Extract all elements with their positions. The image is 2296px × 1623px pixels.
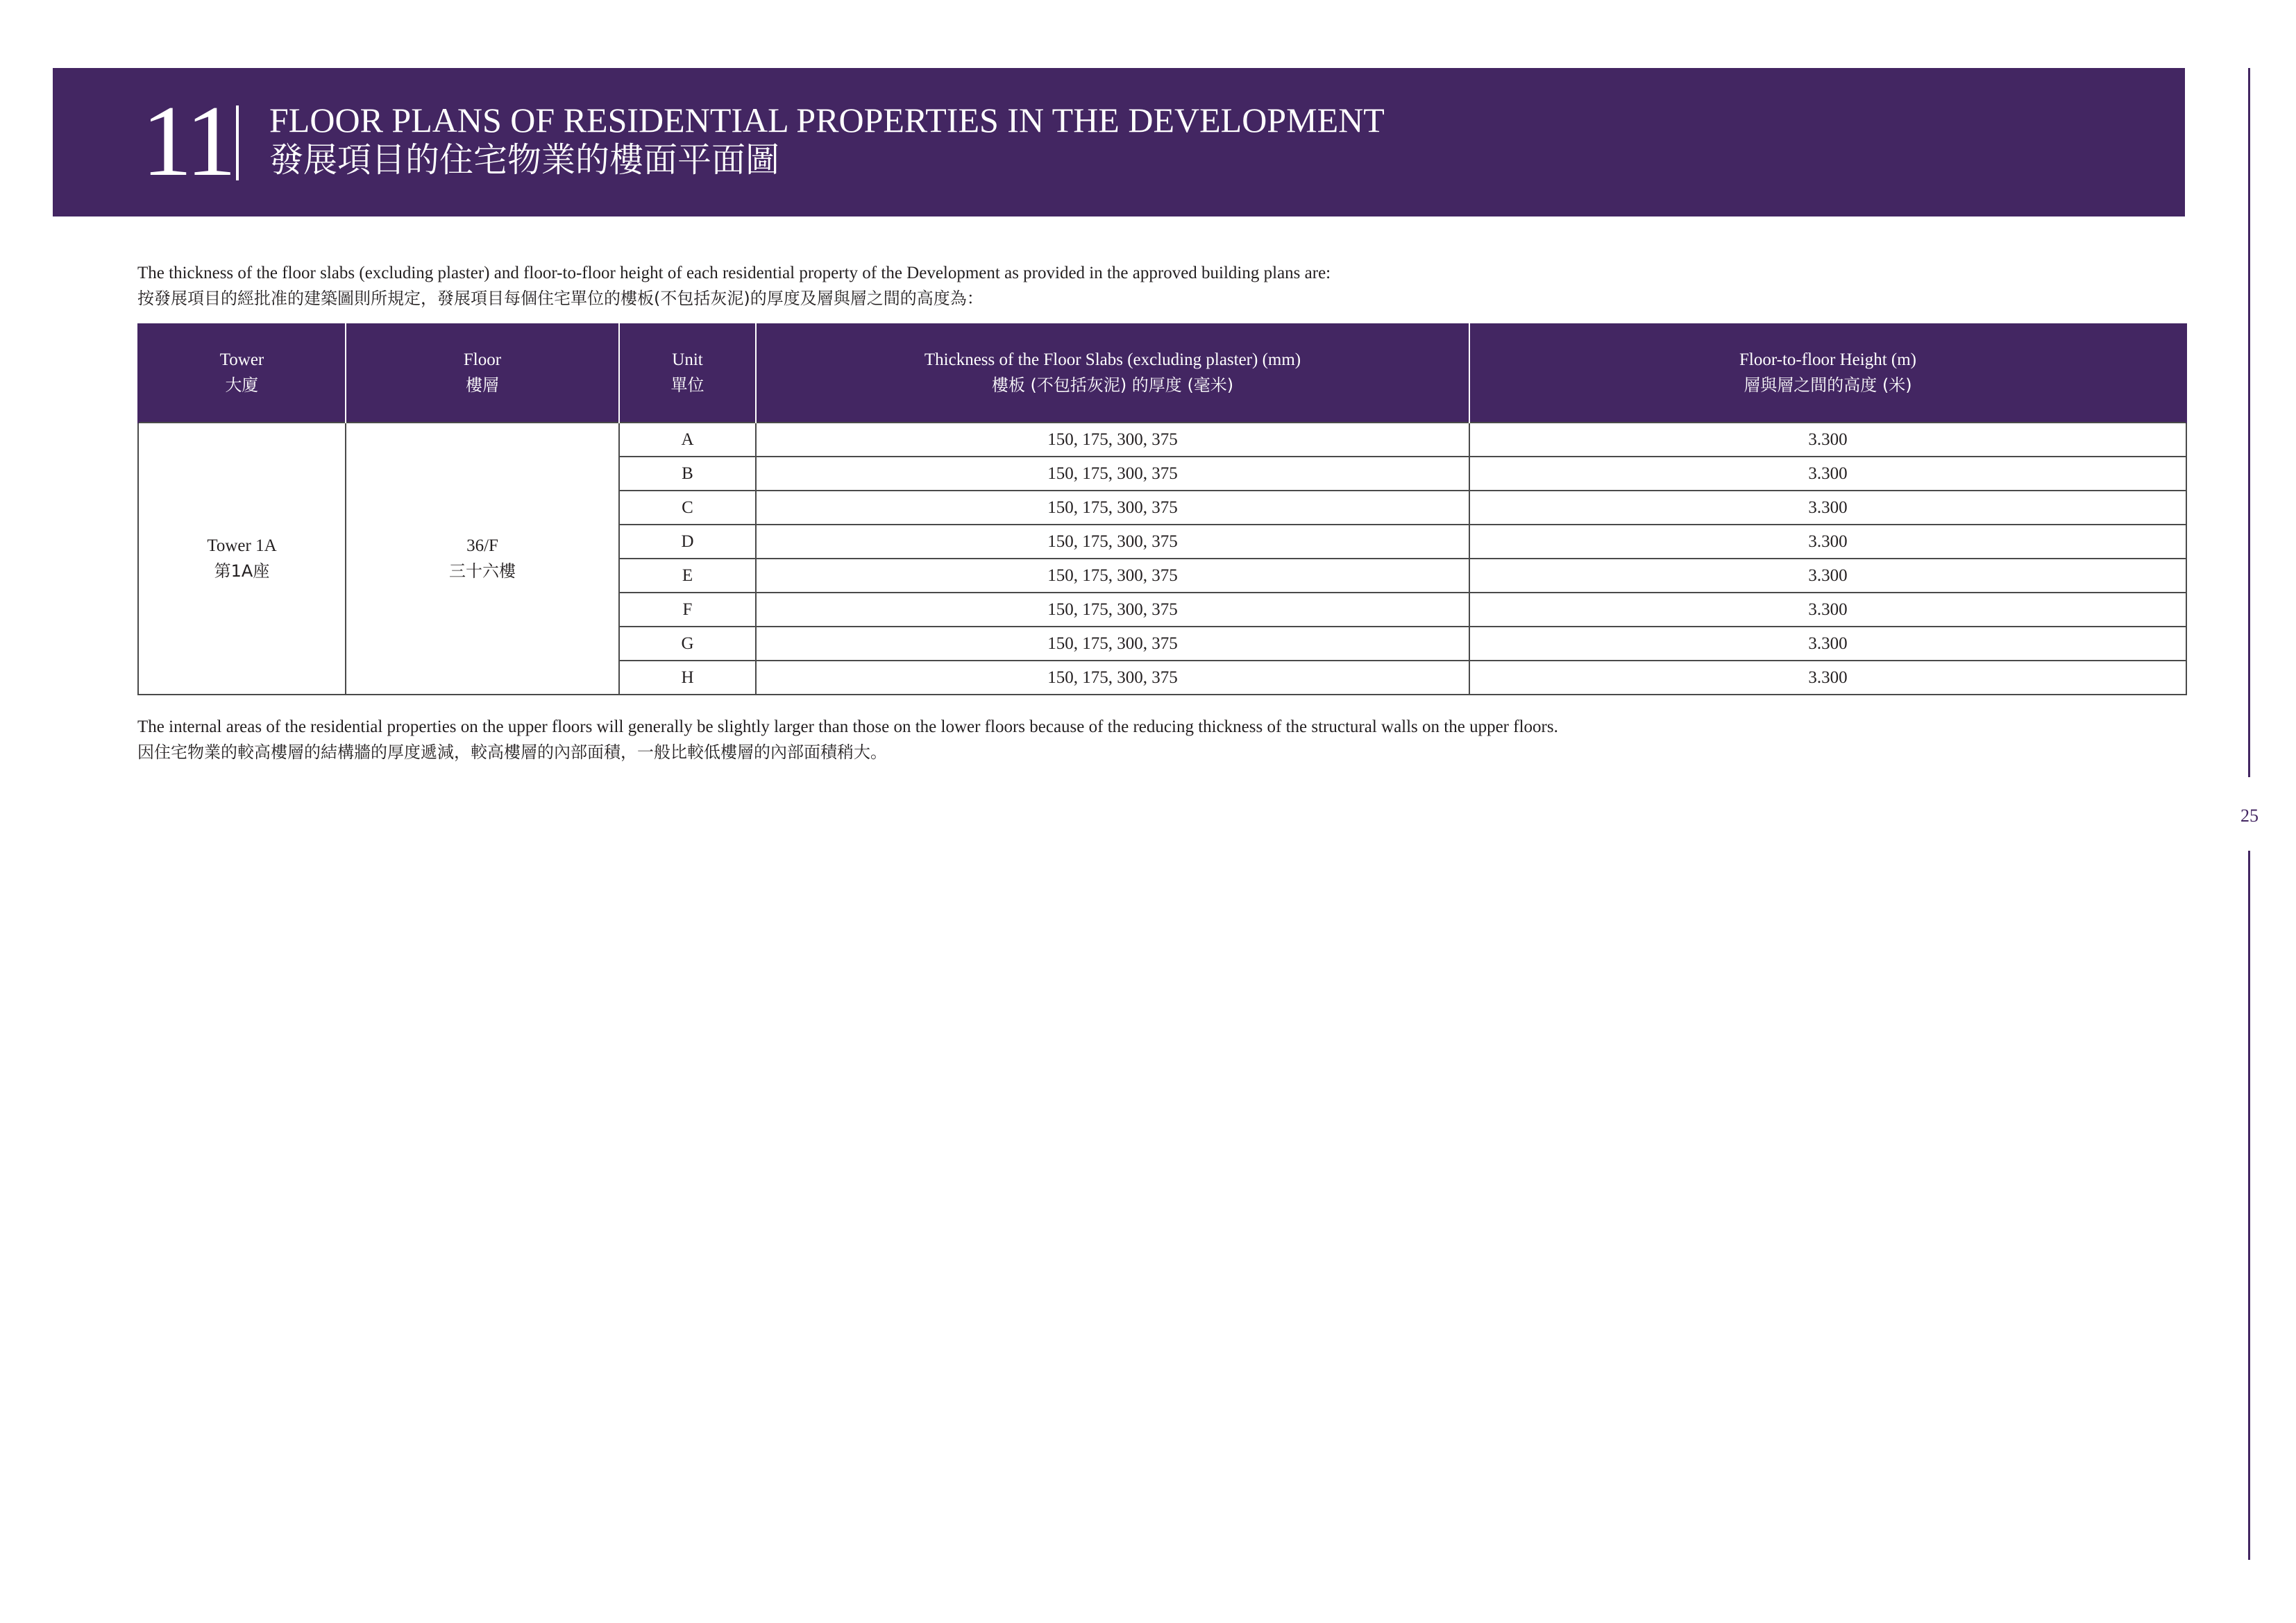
thickness-cell: 150, 175, 300, 375: [756, 423, 1469, 457]
thickness-cell: 150, 175, 300, 375: [756, 627, 1469, 661]
header-unit: [619, 323, 756, 423]
intro-text-zh: 按發展項目的經批准的建築圖則所規定，發展項目每個住宅單位的樓板(不包括灰泥)的厚度及層與層之間的高度為：: [137, 289, 984, 308]
tower-zh: 第1A座: [214, 561, 270, 581]
tower-en: Tower 1A: [207, 536, 277, 555]
header-height-zh: 層與層之間的高度 (米): [1744, 375, 1912, 395]
height-cell: 3.300: [1469, 457, 2186, 491]
height-cell: 3.300: [1469, 661, 2186, 695]
height-cell: 3.300: [1469, 491, 2186, 525]
footnote: [137, 715, 1558, 765]
height-cell: 3.300: [1469, 423, 2186, 457]
unit-cell: F: [619, 593, 756, 627]
header-thickness: [756, 323, 1469, 423]
unit-cell: C: [619, 491, 756, 525]
page-title-zh: 發展項目的住宅物業的樓面平面圖: [269, 140, 780, 180]
unit-cell: B: [619, 457, 756, 491]
header-height: [1469, 323, 2186, 423]
thickness-cell: 150, 175, 300, 375: [756, 525, 1469, 559]
header-tower-en: Tower: [219, 350, 264, 369]
unit-cell: A: [619, 423, 756, 457]
thickness-cell: 150, 175, 300, 375: [756, 491, 1469, 525]
chapter-divider: [236, 105, 239, 180]
header-height-en: Floor-to-floor Height (m): [1739, 350, 1916, 369]
thickness-cell: 150, 175, 300, 375: [756, 593, 1469, 627]
floor-zh: 三十六樓: [449, 561, 516, 581]
height-cell: 3.300: [1469, 559, 2186, 593]
floor-slab-table: [137, 323, 2187, 695]
unit-cell: H: [619, 661, 756, 695]
chapter-number: 11: [142, 85, 234, 197]
unit-cell: G: [619, 627, 756, 661]
header-floor-zh: 樓層: [466, 375, 499, 395]
header-thickness-zh: 樓板 (不包括灰泥) 的厚度 (毫米): [991, 375, 1234, 395]
header-unit-zh: 單位: [670, 375, 704, 395]
header-thickness-en: Thickness of the Floor Slabs (excluding plaster) (mm): [924, 350, 1301, 369]
unit-cell: D: [619, 525, 756, 559]
footnote-en: The internal areas of the residential properties on the upper floors will generally be slightly larger than those on the lower floors because of the reducing thickness of the structural walls on the upper floors.: [137, 717, 1558, 736]
page-number: 25: [2240, 806, 2259, 826]
tower-cell: [138, 423, 346, 695]
height-cell: 3.300: [1469, 627, 2186, 661]
footnote-zh: 因住宅物業的較高樓層的結構牆的厚度遞減，較高樓層的內部面積，一般比較低樓層的內部面積稍大。: [137, 742, 887, 762]
margin-rule-top: [2248, 68, 2250, 777]
height-cell: 3.300: [1469, 525, 2186, 559]
intro-text: [137, 261, 1331, 311]
table-row: [138, 423, 2186, 457]
height-cell: 3.300: [1469, 593, 2186, 627]
header-floor-en: Floor: [463, 350, 502, 369]
header-floor: [346, 323, 619, 423]
table-header-row: [138, 323, 2186, 423]
margin-rule-bottom: [2248, 851, 2250, 1560]
page-title-en: FLOOR PLANS OF RESIDENTIAL PROPERTIES IN THE DEVELOPMENT: [269, 101, 1385, 139]
header-tower: [138, 323, 346, 423]
thickness-cell: 150, 175, 300, 375: [756, 457, 1469, 491]
header-unit-en: Unit: [672, 350, 703, 369]
intro-text-en: The thickness of the floor slabs (excluding plaster) and floor-to-floor height of each residential property of the Development as provided in the approved building plans are:: [137, 264, 1331, 282]
floor-en: 36/F: [466, 536, 498, 555]
thickness-cell: 150, 175, 300, 375: [756, 661, 1469, 695]
thickness-cell: 150, 175, 300, 375: [756, 559, 1469, 593]
header-tower-zh: 大廈: [225, 375, 259, 395]
floor-cell: [346, 423, 619, 695]
unit-cell: E: [619, 559, 756, 593]
